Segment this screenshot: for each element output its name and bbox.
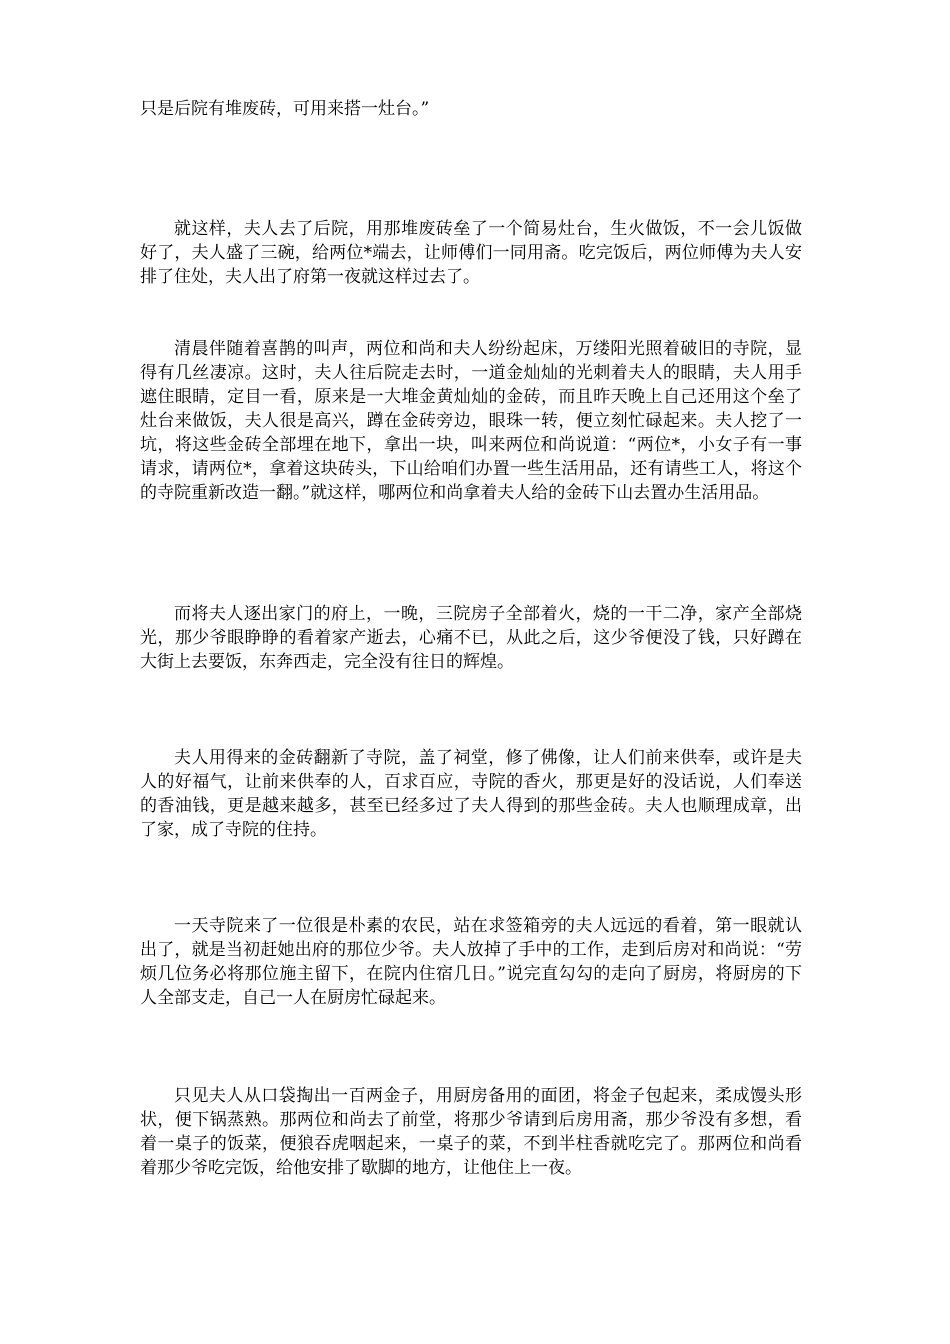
paragraph-5: 夫人用得来的金砖翻新了寺院，盖了祠堂，修了佛像，让人们前来供奉，或许是夫人的好福气，让前来供奉的人，百求百应，寺院的香火，那更是好的没话说，人们奉送的香油钱，更是越来越多，甚至已经多过了夫人得到的那些金砖。夫人也顺理成章，出了家，成了寺院的住持。 [140, 748, 802, 840]
paragraph-2: 就这样，夫人去了后院，用那堆废砖垒了一个简易灶台，生火做饭，不一会儿饭做好了，夫人盛了三碗，给两位*端去，让师傅们一同用斋。吃完饭后，两位师傅为夫人安排了住处，夫人出了府第一夜就这样过去了。 [140, 219, 802, 287]
paragraph-7: 只见夫人从口袋掏出一百两金子，用厨房备用的面团，将金子包起来，柔成馒头形状，便下锅蒸熟。那两位和尚去了前堂，将那少爷请到后房用斋，那少爷没有多想，看着一桌子的饭菜，便狼吞虎咽起来，一桌子的菜，不到半柱香就吃完了。那两位和尚看着那少爷吃完饭，给他安排了歇脚的地方，让他住上一夜。 [140, 1086, 802, 1178]
paragraph-4: 而将夫人逐出家门的府上，一晚，三院房子全部着火，烧的一干二净，家产全部烧光，那少爷眼睁睁的看着家产逝去，心痛不已，从此之后，这少爷便没了钱，只好蹲在大街上去要饭，东奔西走，完全没有往日的辉煌。 [140, 604, 802, 672]
paragraph-1: 只是后院有堆废砖，可用来搭一灶台。” [140, 99, 430, 119]
paragraph-6: 一天寺院来了一位很是朴素的农民，站在求签箱旁的夫人远远的看着，第一眼就认出了，就是当初赶她出府的那位少爷。夫人放掉了手中的工作，走到后房对和尚说：“劳烦几位务必将那位施主留下，在院内住宿几日。”说完直勾勾的走向了厨房，将厨房的下人全部支走，自己一人在厨房忙碌起来。 [140, 916, 802, 1008]
paragraph-3: 清晨伴随着喜鹊的叫声，两位和尚和夫人纷纷起床，万缕阳光照着破旧的寺院，显得有几丝凄凉。这时，夫人往后院走去时，一道金灿灿的光刺着夫人的眼睛，夫人用手遮住眼睛，定目一看，原来是一大堆金黄灿灿的金砖，而且昨天晚上自己还用这个垒了灶台来做饭，夫人很是高兴，蹲在金砖旁边，眼珠一转，便立刻忙碌起来。夫人挖了一坑，将这些金砖全部埋在地下，拿出一块，叫来两位和尚说道：“两位*，小女子有一事请求，请两位*，拿着这块砖头，下山给咱们办置一些生活用品，还有请些工人，将这个的寺院重新改造一翻。”就这样，哪两位和尚拿着夫人给的金砖下山去置办生活用品。 [140, 339, 802, 503]
